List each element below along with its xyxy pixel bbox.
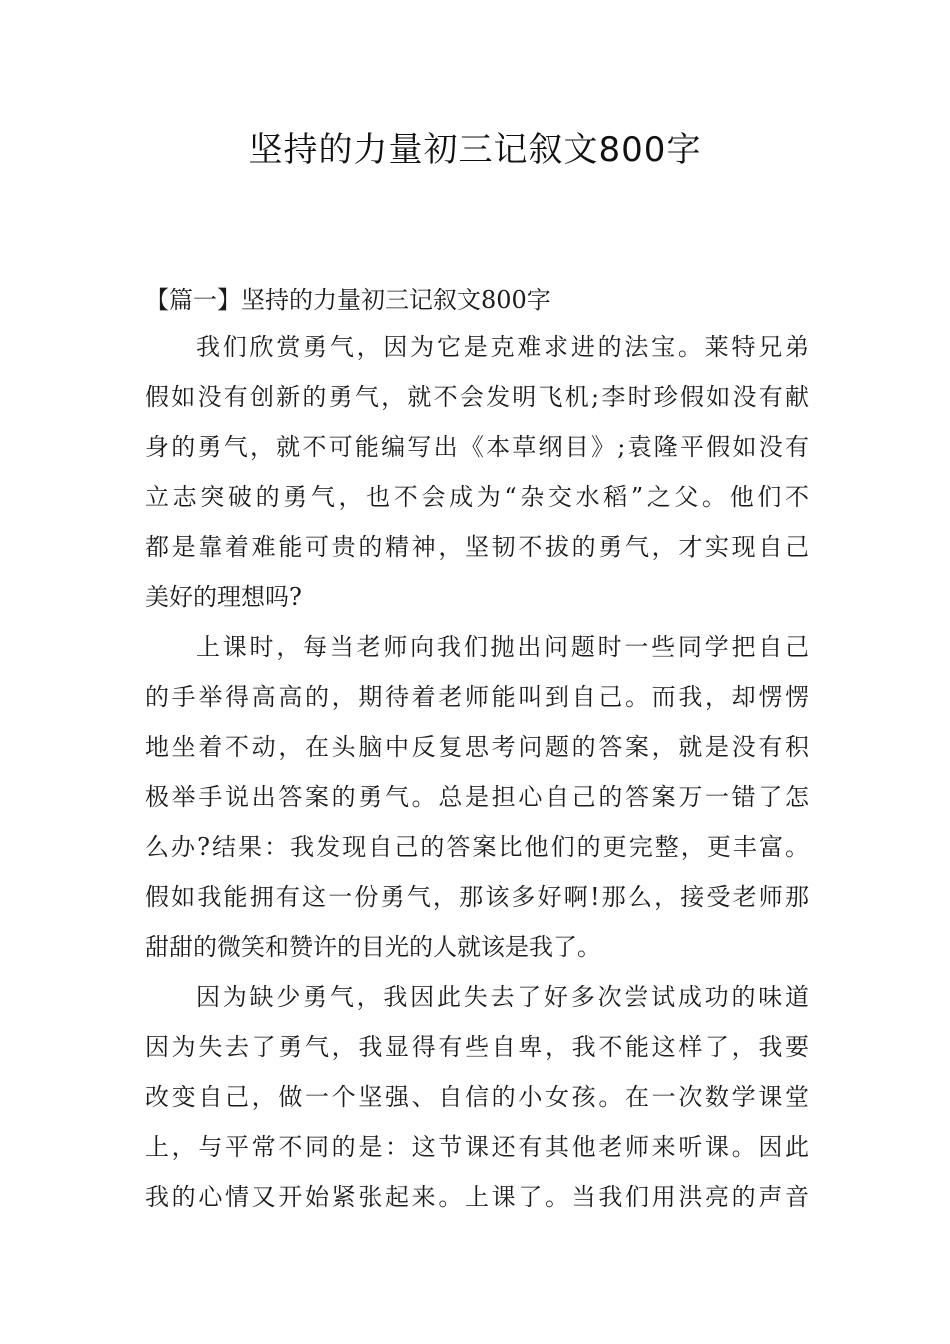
text-line: 甜甜的微笑和赞许的目光的人就该是我了。 (145, 933, 601, 961)
document-body (145, 278, 809, 1222)
text-line: 立志突破的勇气，也不会成为“杂交水稻”之父。他们不 (145, 483, 809, 511)
text-line: 上，与平常不同的是：这节课还有其他老师来听课。因此 (145, 1133, 809, 1161)
paragraph-1 (145, 322, 809, 622)
text-line: 改变自己，做一个坚强、自信的小女孩。在一次数学课堂 (145, 1083, 809, 1111)
text-line: 上课时，每当老师向我们抛出问题时一些同学把自己 (196, 633, 809, 661)
text-line: 因为缺少勇气，我因此失去了好多次尝试成功的味道 (196, 983, 809, 1011)
text-line: 身的勇气，就不可能编写出《本草纲目》;袁隆平假如没有 (145, 433, 809, 461)
text-line: 假如我能拥有这一份勇气，那该多好啊!那么，接受老师那 (145, 883, 809, 911)
document-title: 坚持的力量初三记叙文800字 (248, 130, 702, 170)
text-line: 地坐着不动，在头脑中反复思考问题的答案，就是没有积 (145, 733, 809, 761)
text-line: 我们欣赏勇气，因为它是克难求进的法宝。莱特兄弟 (196, 333, 809, 361)
paragraph-3 (145, 972, 809, 1222)
text-line: 因为失去了勇气，我显得有些自卑，我不能这样了，我要 (145, 1033, 809, 1061)
text-line: 我的心情又开始紧张起来。上课了。当我们用洪亮的声音 (145, 1183, 809, 1211)
text-line: 美好的理想吗? (145, 583, 302, 611)
text-line: 的手举得高高的，期待着老师能叫到自己。而我，却愣愣 (145, 683, 809, 711)
text-line: 假如没有创新的勇气，就不会发明飞机;李时珍假如没有献 (145, 383, 809, 411)
text-line: 极举手说出答案的勇气。总是担心自己的答案万一错了怎 (145, 783, 809, 811)
section-heading: 【篇一】坚持的力量初三记叙文800字 (145, 286, 551, 314)
paragraph-2 (145, 622, 809, 972)
text-line: 么办?结果：我发现自己的答案比他们的更完整，更丰富。 (145, 833, 809, 861)
text-line: 都是靠着难能可贵的精神，坚韧不拔的勇气，才实现自己 (145, 533, 809, 561)
